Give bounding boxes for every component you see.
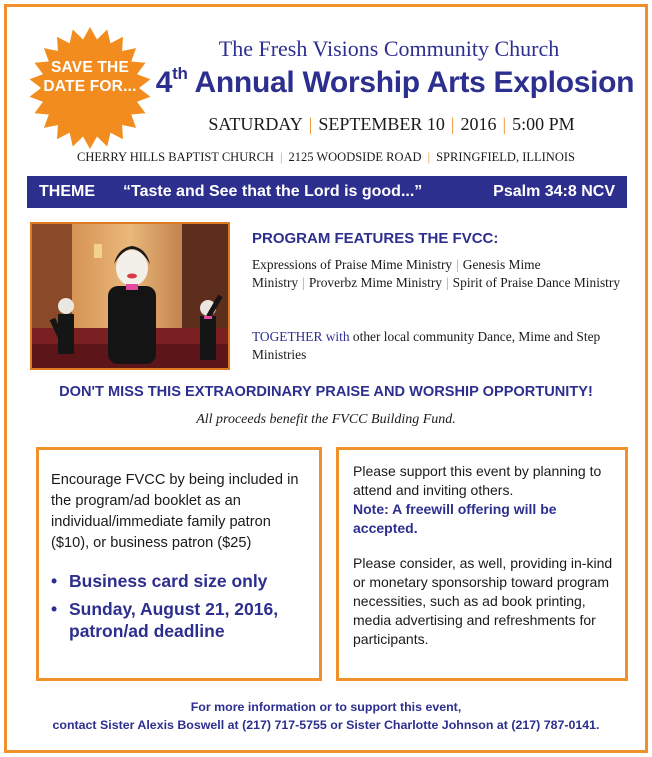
ministry-item: Proverbz Mime Ministry [308, 275, 442, 290]
venue-line [20, 150, 632, 165]
contact-footer [20, 698, 632, 734]
venue-name: CHERRY HILLS BAPTIST CHURCH [77, 150, 274, 164]
event-title [150, 64, 640, 100]
separator: | [445, 275, 449, 290]
separator: | [308, 114, 313, 134]
separator: | [502, 114, 507, 134]
event-date: SEPTEMBER 10 [318, 114, 445, 134]
theme-quote: “Taste and See that the Lord is good...” [123, 183, 423, 200]
support-box [336, 447, 628, 681]
venue-address: 2125 WOODSIDE ROAD [288, 150, 422, 164]
event-day: SATURDAY [208, 114, 303, 134]
venue-city: SPRINGFIELD, ILLINOIS [436, 150, 575, 164]
ministry-item: Expressions of Praise Mime Ministry [252, 257, 453, 272]
offering-note: Note: A freewill offering will be accepted. [353, 501, 557, 536]
event-name: Annual Worship Arts Explosion [194, 66, 635, 99]
bullet-item: • Sunday, August 21, 2016, patron/ad deadline [51, 598, 309, 642]
badge-line-1: SAVE THE [51, 59, 129, 76]
separator: | [302, 275, 305, 290]
support-paragraph: Please support this event by planning to attend and inviting others. [353, 463, 602, 498]
ministry-item: Genesis Mime Ministry [252, 257, 541, 290]
patron-text: Encourage FVCC by being included in the program/ad booklet as an individual/immediate family patron ($10), or business patron ($25) [51, 472, 299, 551]
theme-label: THEME [39, 183, 95, 200]
separator: | [279, 150, 283, 164]
footer-line-2: contact Sister Alexis Boswell at (217) 717-5755 or Sister Charlotte Johnson at (217) 787-0141. [52, 718, 600, 732]
separator: | [456, 257, 459, 272]
mime-performers-illustration [32, 224, 228, 368]
event-time: 5:00 PM [512, 114, 575, 134]
event-ordinal-suffix: th [172, 64, 188, 83]
bullet-item: • Business card size only [51, 570, 309, 592]
patron-bullets [51, 570, 309, 642]
ministry-item: Spirit of Praise Dance Ministry [452, 275, 621, 290]
program-ministries [252, 256, 622, 292]
patron-box [36, 447, 322, 681]
together-note [252, 328, 622, 364]
separator: | [427, 150, 431, 164]
event-year: 2016 [460, 114, 497, 134]
event-ordinal: 4 [155, 66, 173, 99]
badge-line-2: DATE FOR... [43, 78, 137, 95]
footer-line-1: For more information or to support this event, [190, 700, 462, 714]
dont-miss-banner: DON'T MISS THIS EXTRAORDINARY PRAISE AND WORSHIP OPPORTUNITY! [59, 384, 593, 400]
church-name: The Fresh Visions Community Church [218, 36, 560, 61]
proceeds-note: All proceeds benefit the FVCC Building Fund. [196, 412, 456, 427]
save-the-date-badge [28, 58, 152, 96]
theme-bar [27, 176, 627, 208]
program-heading: PROGRAM FEATURES THE FVCC: [252, 230, 499, 247]
mime-performers-photo [30, 222, 230, 370]
theme-reference: Psalm 34:8 NCV [493, 183, 615, 200]
sponsorship-paragraph: Please consider, as well, providing in-kind or monetary sponsorship toward program necessities, such as ad book printing, media advertising and refreshments for participants. [353, 555, 613, 647]
together-rest: other local community Dance, Mime and Step Ministries [252, 329, 601, 362]
together-lead: TOGETHER with [252, 329, 350, 344]
separator: | [450, 114, 455, 134]
date-line [164, 114, 619, 135]
